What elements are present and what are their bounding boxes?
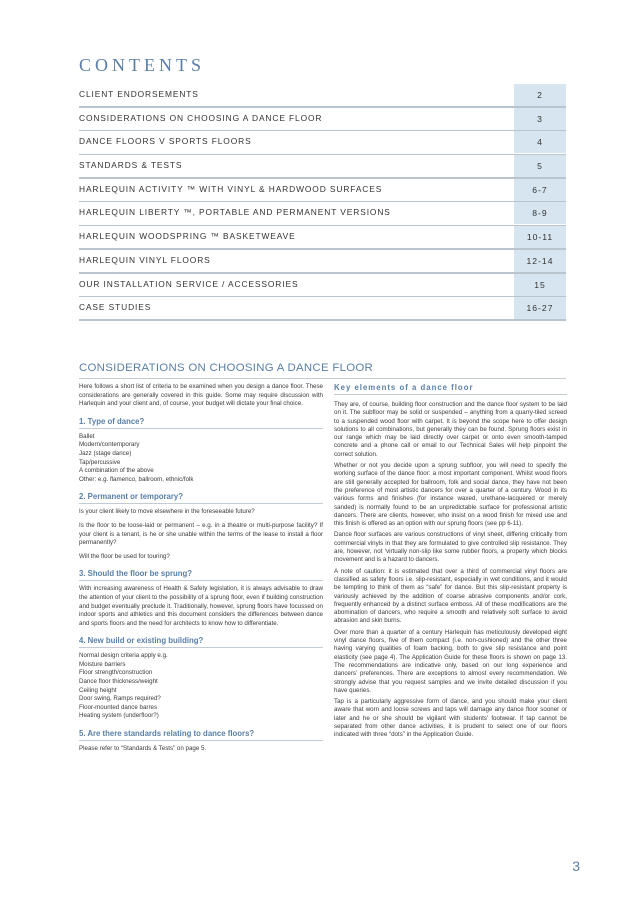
- dance-type-list: [79, 433, 323, 485]
- question-heading: 1. Type of dance?: [79, 417, 323, 429]
- toc-label: HARLEQUIN LIBERTY ™, PORTABLE AND PERMANENT VERSIONS: [79, 207, 391, 218]
- toc-row[interactable]: [79, 84, 566, 108]
- right-column: [334, 383, 567, 743]
- list-item: Other: e.g. flamenco, ballroom, ethnic/folk: [79, 475, 194, 483]
- toc-row[interactable]: [79, 179, 566, 203]
- list-item: Floor strength/construction: [79, 669, 153, 677]
- list-item: Heating system (underfloor?): [79, 712, 159, 720]
- toc-page-number: 6-7: [514, 179, 566, 201]
- toc-label: HARLEQUIN ACTIVITY ™ WITH VINYL & HARDWOOD SURFACES: [79, 183, 383, 194]
- paragraph: Is the floor to be loose-laid or permanent – e.g. in a theatre or multi-purpose facility? If your client is a tenant, is he or she unable within the terms of the lease to install a floor permanently?: [79, 521, 323, 547]
- list-item: Jazz (stage dance): [79, 449, 132, 457]
- section-title: CONSIDERATIONS ON CHOOSING A DANCE FLOOR: [79, 362, 374, 374]
- design-criteria-list: [79, 652, 323, 721]
- paragraph: Please refer to “Standards & Tests” on page 5.: [79, 745, 207, 753]
- toc-row[interactable]: [79, 155, 566, 179]
- intro-paragraph: Here follows a short list of criteria to be examined when you design a dance floor. These considerations are generally covered in this guide. Some may require discussion with Harlequin and your client and, of course, your budget will dictate your final choice.: [79, 383, 323, 408]
- toc-row[interactable]: [79, 274, 566, 298]
- paragraph: Over more than a quarter of a century Harlequin has meticulously developed eight vinyl dance floors, five of them compact (i.e. non-cushioned) and the other three having varying qualities of foam backing, both to give slip resistance and point elasticity (see page 4). The Application Guide for these floors is shown on page 13. The recommendations are indicative only, based on our long experience and dancers’ preferences. There are exceptions to almost every recommendation. We strongly advise that you request samples and we invite detailed discussion if you have queries.: [334, 628, 567, 694]
- paragraph: Is your client likely to move elsewhere in the foreseeable future?: [79, 508, 255, 516]
- toc-row[interactable]: [79, 202, 566, 226]
- list-item: Moisture barriers: [79, 660, 126, 668]
- paragraph: Whether or not you decide upon a sprung subfloor, you will need to specify the working surface of the dance floor: a most important component. Whilst wood floors are still generally accepted for ballroom, folk and social dance, they have not been the preference of most artistic dancers for over a quarter of a century. Wood in its various forms and finishes (for instance waxed, urethane-lacquered or merely sanded) is normally found to be an unpredictable surface for professional artistic dancers. There are clients, however, who insist on a wood finish for mixed use and this finish is offered as an option with our sprung floors (see pp 6-11).: [334, 462, 567, 528]
- list-item: Dance floor thickness/weight: [79, 678, 158, 686]
- toc-label: HARLEQUIN WOODSPRING ™ BASKETWEAVE: [79, 231, 296, 242]
- toc-page-number: 2: [514, 84, 566, 106]
- toc-row[interactable]: [79, 226, 566, 250]
- toc-label: HARLEQUIN VINYL FLOORS: [79, 254, 211, 265]
- toc-page-number: 12-14: [514, 250, 566, 272]
- list-item: Modern/contemporary: [79, 441, 140, 449]
- paragraph: Tap is a particularly aggressive form of dance, and you should make your client aware that worn and loose screws and taps will damage any dance floor sooner or later and he or she should be vigilant with students’ footwear. If tap cannot be separated from other dance activities, it is prudent to select one of our floors indicated with three “dots” in the Application Guide.: [334, 698, 567, 739]
- paragraph: Dance floor surfaces are various constructions of vinyl sheet, differing critically from commercial vinyls in that they are formulated to give controlled slip resistance. They are, however, not ‘virtually non-slip like some rubber floors, a property which blocks movement and is a hazard to dancers.: [334, 531, 567, 564]
- toc-row[interactable]: [79, 250, 566, 274]
- toc-page-number: 5: [514, 155, 566, 177]
- table-of-contents: [79, 84, 566, 321]
- key-elements-heading: Key elements of a dance floor: [334, 383, 567, 395]
- page-number: 3: [572, 858, 580, 874]
- paragraph: With increasing awareness of Health & Safety legislation, it is always advisable to draw the attention of your client to the possibility of a sprung floor, even if building construction and budget eventually preclude it. Traditionally, however, sprung floors have focussed on indoor sports and athletics and this document considers the differences between dance and sports floors and the need for architects to know how to differentiate.: [79, 585, 323, 627]
- toc-label: CASE STUDIES: [79, 302, 152, 313]
- toc-page-number: 3: [514, 108, 566, 130]
- question-heading: 5. Are there standards relating to dance floors?: [79, 729, 323, 741]
- toc-row[interactable]: [79, 131, 566, 155]
- toc-page-number: 16-27: [514, 297, 566, 319]
- toc-row[interactable]: [79, 297, 566, 321]
- list-item: Tap/percussive: [79, 458, 121, 466]
- toc-label: STANDARDS & TESTS: [79, 160, 183, 171]
- list-item: Ballet: [79, 432, 95, 440]
- list-item: Floor-mounted dance barres: [79, 703, 158, 711]
- toc-page-number: 8-9: [514, 202, 566, 224]
- toc-page-number: 15: [514, 274, 566, 296]
- section-divider: [79, 378, 566, 379]
- question-heading: 3. Should the floor be sprung?: [79, 569, 323, 581]
- list-item: Normal design criteria apply e.g.: [79, 652, 168, 660]
- list-item: Ceiling height: [79, 686, 117, 694]
- question-heading: 4. New build or existing building?: [79, 636, 323, 648]
- paragraph: Will the floor be used for touring?: [79, 552, 170, 560]
- toc-label: CLIENT ENDORSEMENTS: [79, 89, 199, 99]
- toc-page-number: 10-11: [514, 226, 566, 248]
- paragraph: A note of caution: it is estimated that over a third of commercial vinyl floors are classified as safety floors i.e. slip-resistant, especially in wet conditions, and it would be tempting to think of them as “safe” for dance. But this slip-resistant property is variously achieved by the addition of coarse abrasive components and/or cork, frequently enhanced by a distinct surface emboss. All of these modifications are the abomination of dancers, who require a smooth and relatively soft surface to avoid abrasion and skin burns.: [334, 567, 567, 625]
- left-column: [79, 383, 323, 759]
- toc-divider: [79, 319, 566, 321]
- toc-label: OUR INSTALLATION SERVICE / ACCESSORIES: [79, 278, 299, 289]
- question-heading: 2. Permanent or temporary?: [79, 492, 323, 504]
- toc-label: CONSIDERATIONS ON CHOOSING A DANCE FLOOR: [79, 112, 323, 123]
- toc-row[interactable]: [79, 108, 566, 132]
- list-item: A combination of the above: [79, 467, 154, 475]
- toc-label: DANCE FLOORS V SPORTS FLOORS: [79, 136, 252, 147]
- toc-page-number: 4: [514, 131, 566, 153]
- list-item: Door swing, Ramps required?: [79, 695, 161, 703]
- contents-title: CONTENTS: [79, 55, 205, 75]
- paragraph: They are, of course, building floor construction and the dance floor system to be laid on it. The subfloor may be solid or suspended – anything from a quarry-tiled screed to a suspended wood floor with carpet. It is beyond the scope here to offer design solutions to all combinations, but generally they can be found. Sprung floors exist in our range which may be laid directly over carpet or onto even smooth-tamped concrete and a phone call or email to our Technical Sales will help pinpoint the correct solution.: [334, 401, 567, 458]
